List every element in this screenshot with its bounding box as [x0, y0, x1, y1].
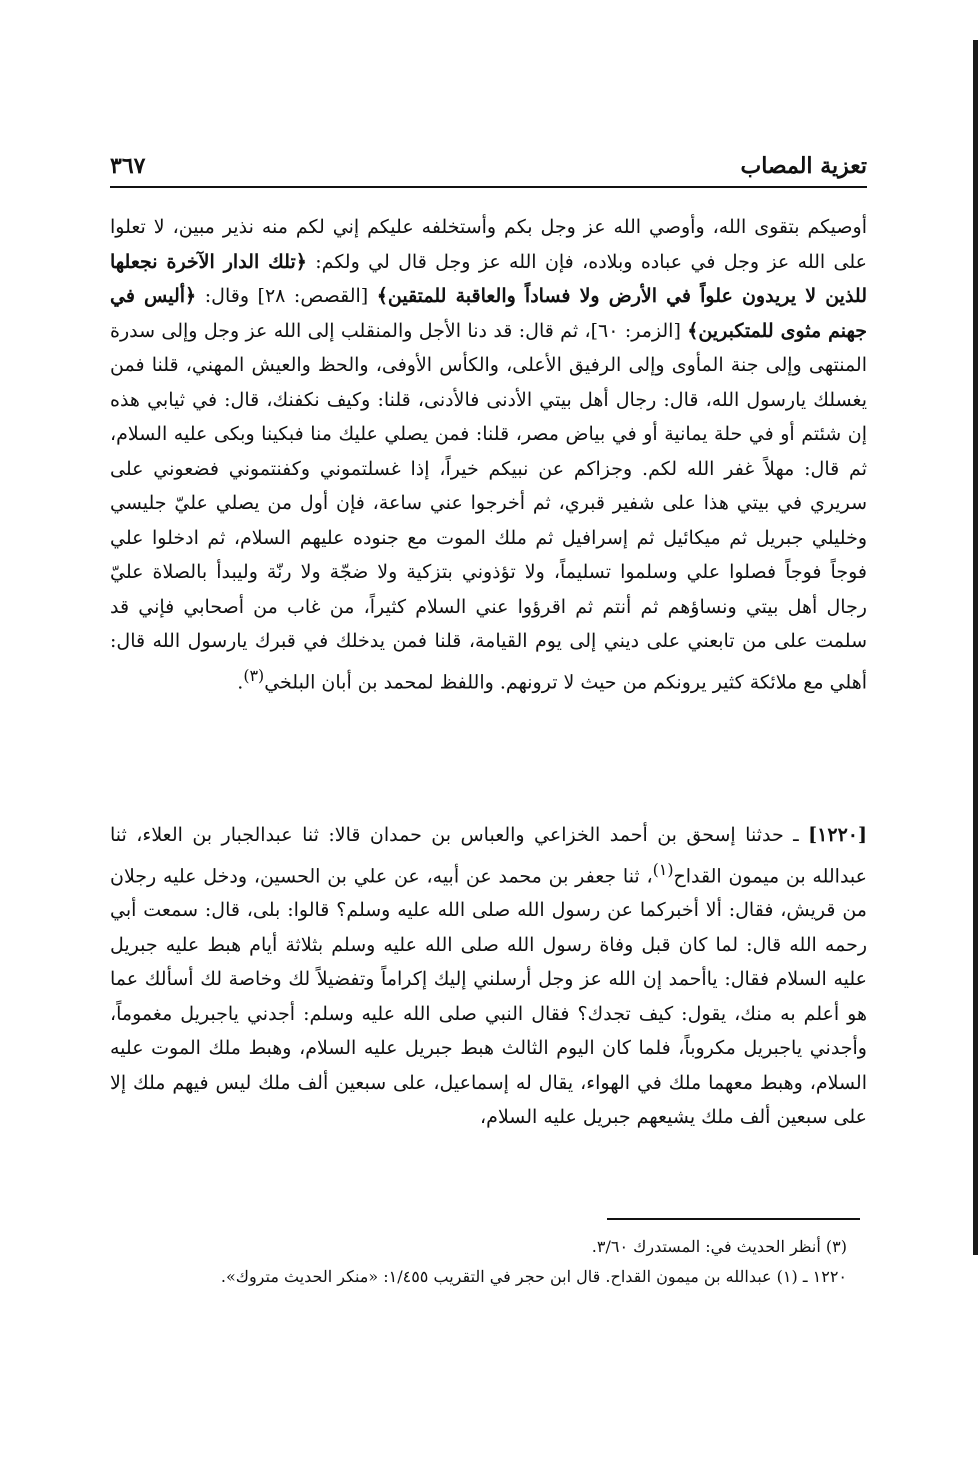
page-header — [110, 148, 867, 184]
quran-quote-1: ﴿تلك الدار الآخرة نجعلها للذين لا يريدون علواً في الأرض ولا فساداً والعاقبة للمتقين﴾ — [110, 250, 868, 307]
hadith-number: [١٢٢٠] — [808, 824, 867, 846]
paragraph-2-text-a: ـ حدثنا إسحق بن أحمد الخزاعي والعباس بن حمدان قالا: ثنا عبدالجبار بن العلاء، ثنا عبدالله بن ميمون القداح — [110, 824, 867, 887]
footnote-1: ١٢٢٠ ـ (١) عبدالله بن ميمون القداح. قال ابن حجر في التقريب ١/٤٥٥: «منكر الحديث متروك». — [220, 1267, 847, 1286]
footnote-ref-3: (٣) — [243, 665, 265, 685]
quran-ref-1: [القصص: ٢٨] وقال: — [196, 285, 377, 307]
paragraph-1-text-b: [الزمر: ٦٠]، ثم قال: قد دنا الأجل والمنقلب إلى الله عز وجل وإلى سدرة المنتهى وإلى جنة المأوى وإلى الرفيق الأعلى، والكأس الأوفى، والحظ والعيش المهني، قلنا فمن يغسلك يارسول الله، قال: رجال أهل بيتي الأدنى فالأدنى، قلنا: وكيف نكفنك، قال: في ثيابي هذه إن شئتم أو في حلة يمانية أو في بياض مصر، قلنا: فمن يصلي عليك منا فبكينا وبكى عليه السلام، ثم قال: مهلاً غفر الله لكم. وجزاكم عن نبيكم خيراً، إذا غسلتموني وكفنتموني فضعوني على سريري في بيتي هذا على شفير قبري، ثم أخرجوا عني ساعة، فإن أول من يصلي عليّ جليسي وخليلي جبريل ثم ميكائيل ثم إسرافيل ثم ملك الموت مع جنوده عليهم السلام، ثم ادخلوا علي فوجاً فوجاً فصلوا علي وسلموا تسليماً، ولا تؤذوني بتزكية ولا ضجّة ولا رنّة وليبدأ بالصلاة عليّ رجال أهل بيتي ونساؤهم ثم أنتم ثم اقرؤوا عني السلام كثيراً، من غاب من أصحابي فإني قد سلمت على من تابعني على ديني إلى يوم القيامة، قلنا فمن يدخلك في قبرك يارسول الله قال: أهلي مع ملائكة كثير يرونكم من حيث لا ترونهم. واللفظ لمحمد بن أبان البلخي — [110, 319, 867, 693]
footnotes — [110, 1232, 867, 1292]
paragraph-2 — [110, 818, 867, 1135]
footnote-rule — [607, 1218, 860, 1220]
running-title: تعزية المصاب — [740, 153, 867, 179]
paragraph-2-text-b: ، ثنا جعفر بن محمد عن أبيه، عن علي بن الحسين، ودخل عليه رجلان من قريش، فقال: ألا أخبركما عن رسول الله صلى الله عليه وسلم؟ قالوا: بلى، قال: سمعت أبي رحمه الله قال: لما كان قبل وفاة رسول الله صلى الله عليه وسلم بثلاثة أيام هبط عليه جبريل عليه السلام فقال: ياأحمد إن الله عز وجل أرسلني إليك إكراماً وتفضيلاً لك وخاصة لك أسألك عما هو أعلم به منك، يقول: كيف تجدك؟ فقال النبي صلى الله عليه وسلم: أجدني ياجبريل مغموماً، وأجدني ياجبريل مكروباً، فلما كان اليوم الثالث هبط جبريل عليه السلام، وهبط ملك الموت عليه السلام، وهبط معهما ملك في الهواء، يقال له إسماعيل، على سبعين ألف ملك ليس فيهم ملك إلا على سبعين ألف ملك يشيعهم جبريل عليه السلام، — [110, 864, 867, 1129]
page-number: ٣٦٧ — [110, 153, 146, 179]
paragraph-1 — [110, 210, 867, 699]
paragraph-1-end: . — [237, 670, 244, 693]
header-rule — [110, 186, 867, 188]
page-edge-line — [973, 40, 978, 1255]
footnote-3: (٣) أنظر الحديث في: المستدرك ٣/٦٠. — [591, 1237, 847, 1256]
paragraph-1-text-a: أوصيكم بتقوى الله، وأوصي الله عز وجل بكم وأستخلفه عليكم إني لكم منه نذير مبين، لا تعلوا على الله عز وجل في عباده وبلاده، فإن الله عز وجل قال لي ولكم: — [110, 216, 867, 273]
quran-quote-2: ﴿أليس في جهنم مثوى للمتكبرين﴾ — [110, 285, 867, 342]
footnote-ref-1: (١) — [652, 859, 674, 879]
